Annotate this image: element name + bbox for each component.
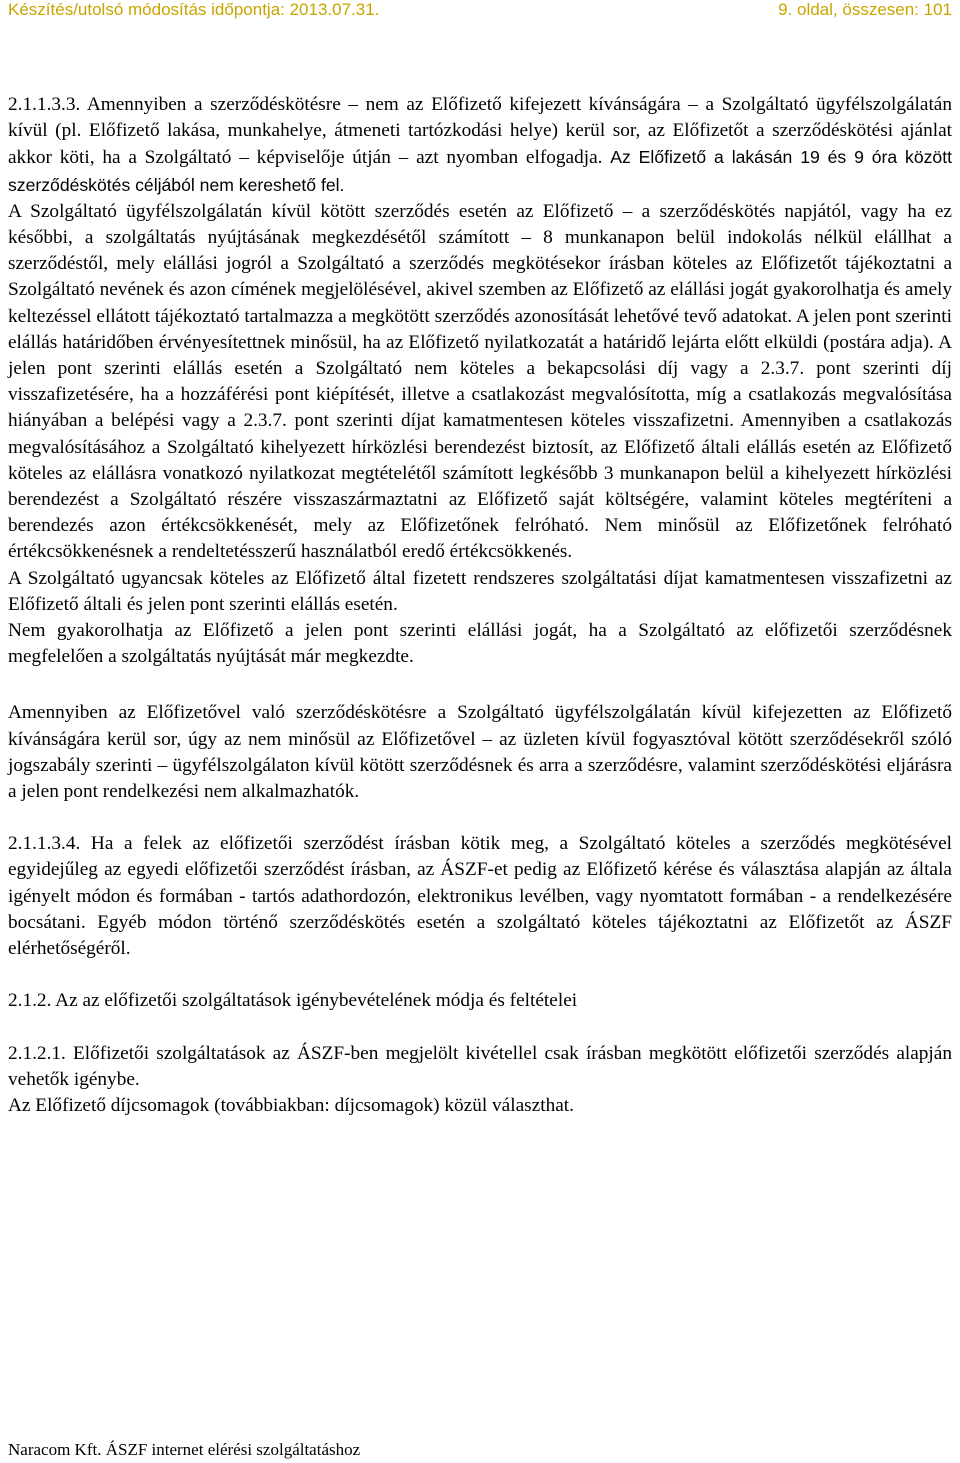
section-2-1-1-3-3-refund: A Szolgáltató ugyancsak köteles az Előfizető által fizetett rendszeres szolgáltatási díjat kamatmentesen visszafizetni az Előfizető általi és jelen pont szerinti elállás esetén.: [8, 567, 952, 615]
header-page-number: 9. oldal, összesen: 101: [778, 0, 952, 19]
section-last-paragraph: Az Előfizető díjcsomagok (továbbiakban: díjcsomagok) közül választhat.: [8, 1094, 574, 1116]
page-header: [8, 0, 952, 22]
header-date: Készítés/utolsó módosítás időpontja: 2013.07.31.: [8, 0, 380, 19]
section-2-1-2-1: 2.1.2.1. Előfizetői szolgáltatások az ÁSZF-ben megjelölt kivétellel csak írásban megkötött előfizetői szerződés alapján vehetők igénybe.: [8, 1042, 952, 1090]
visiting-hours-note: Az Előfizető a lakásán 19 és 9 óra között szerződéskötés céljából nem kereshető fel.: [8, 147, 952, 195]
section-2-1-1-3-3-exception: Nem gyakorolhatja az Előfizető a jelen pont szerinti elállási jogát, ha a Szolgáltató az előfizetői szerződésnek megfelelően a szolgáltatás nyújtását már megkezdte.: [8, 620, 952, 668]
section-2-1-1-3-3-outside-office: Amennyiben az Előfizetővel való szerződéskötésre a Szolgáltató ügyfélszolgálatán kívül kifejezetten az Előfizető kívánságára kerül sor, úgy az nem minősül az Előfizetővel – az üzleten kívül fogyasztóval kötött szerződésekről szóló jogszabály szerinti – ügyfélszolgálaton kívül kötött szerződésnek és arra a szerződésre, valamint szerződéskötési eljárásra a jelen pont rendelkezési nem alkalmazhatók.: [8, 702, 952, 803]
section-2-1-2-heading: 2.1.2. Az az előfizetői szolgáltatások igénybevételének módja és feltételei: [8, 990, 578, 1012]
document-body: [8, 92, 952, 1119]
page-footer: Naracom Kft. ÁSZF internet elérési szolgáltatáshoz: [8, 1440, 361, 1459]
section-2-1-1-3-3-withdrawal: A Szolgáltató ügyfélszolgálatán kívül kötött szerződés esetén az Előfizető – a szerződéskötés napjától, vagy ha ez későbbi, a szolgáltatás nyújtásának megkezdésétől számított – 8 munkanapon belül indokolás nélkül elállhat a szerződéstől, mely elállási jogról a Szolgáltató a szerződés megkötésekor írásban köteles az Előfizetőt tájékoztatni a Szolgáltató nevének és azon címének megjelölésével, akivel szemben az Előfizető az elállási jogát gyakorolhatja és amely keltezéssel ellátott tájékoztató tartalmazza a megkötött szerződés azonosítását lehetővé tevő adatokat. A jelen pont szerinti elállás határidőben érvényesítettnek minősül, ha az Előfizető nyilatkozatát a határidő lejárta előtt elküldi (postára adja). A jelen pont szerinti elállás esetén a Szolgáltató nem köteles a bekapcsolási díj vagy a 2.3.7. pont szerinti díj visszafizetésére, ha a hozzáférési pont kiépítését, illetve a csatlakozást megvalósította, míg a csatlakozás megvalósítása hiányában a belépési vagy a 2.3.7. pont szerinti díjat kamatmentesen köteles visszafizetni. Amennyiben a csatlakozás megvalósításához a Szolgáltató kihelyezett hírközlési berendezést biztosít, az Előfizető általi elállás esetén az Előfizető köteles az elállásra vonatkozó nyilatkozat megtételétől számított legkésőbb 3 munkanapon belül a kihelyezett hírközlési berendezést a Szolgáltató részére visszaszármaztatni az Előfizető saját költségére, valamint köteles megtéríteni a berendezés azon értékcsökkenését, mely az Előfizetőnek felróható. Nem minősül az Előfizetőnek felróható értékcsökkenésnek a rendeltetésszerű használatból eredő értékcsökkenés.: [8, 200, 952, 563]
section-2-1-1-3-4: 2.1.1.3.4. Ha a felek az előfizetői szerződést írásban kötik meg, a Szolgáltató köteles a szerződés megkötésével egyidejűleg az egyedi előfizetői szerződést írásban, az ÁSZF-et pedig az Előfizető kérése és választása alapján az általa igényelt módon és formában - tartós adathordozón, elektronikus levélben, vagy nyomtatott formában - a rendelkezésére bocsátani. Egyéb módon történő szerződéskötés esetén a szolgáltató köteles tájékoztatni az Előfizetőt az ÁSZF elérhetőségéről.: [8, 833, 952, 960]
section-2-1-1-3-3-intro: 2.1.1.3.3. Amennyiben a szerződéskötésre – nem az Előfizető kifejezett kívánságára – a Szolgáltató ügyfélszolgálatán kívül (pl. Előfizető lakása, munkahelye, átmeneti tartózkodási helye) kerül sor, az Előfizetőt a szerződéskötési ajánlat akkor köti, ha a Szolgáltató – képviselője útján – azt nyomban elfogadja. Az Előfizető a lakásán 19 és 9 óra között szerződéskötés céljából nem kereshető fel.: [8, 94, 952, 195]
